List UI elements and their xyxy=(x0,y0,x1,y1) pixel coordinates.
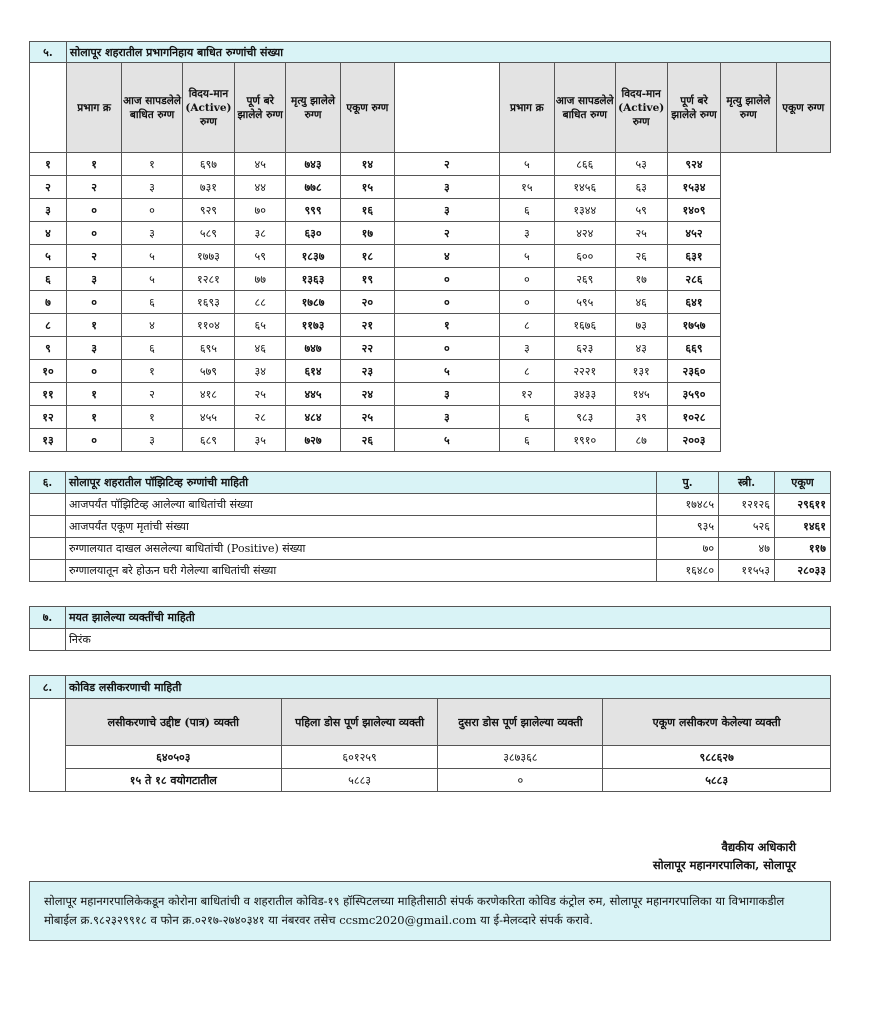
row-label: रुग्णालयात दाखल असलेल्या बाधितांची (Positive) संख्या xyxy=(65,538,656,560)
right-cell: ० xyxy=(499,291,554,314)
left-cell: १६९३ xyxy=(182,291,234,314)
left-cell: ७० xyxy=(235,199,286,222)
right-cell: २६ xyxy=(615,245,667,268)
right-cell: ० xyxy=(395,337,500,360)
left-cell: ६९५ xyxy=(182,337,234,360)
left-cell: ७७ xyxy=(235,268,286,291)
left-cell: ८ xyxy=(30,314,67,337)
contact-note: सोलापूर महानगरपालिकेकडून कोरोना बाधितांची व शहरातील कोविड-१९ हॉस्पिटलच्या माहितीसाठी संपर्क करणेकरिता कोविड कंट्रोल रुम, सोलापूर महानगरपालिका या विभागाकडील मोबाईल क्र.९८२३२९९१८ व फोन क्र.०२१७-२७४०३४१ या नंबरवर तसेच ccsmc2020@gmail.com या ई-मेलव्दारे संपर्क करावे. xyxy=(29,881,831,941)
right-cell: ५ xyxy=(499,245,554,268)
right-cell: १४०९ xyxy=(667,199,720,222)
right-cell: १४ xyxy=(340,153,394,176)
right-cell: ९२४ xyxy=(667,153,720,176)
right-cell: ६३१ xyxy=(667,245,720,268)
ward-wise-table xyxy=(29,41,831,452)
total-vaccinated-value: ९८८६२७ xyxy=(603,746,831,769)
left-cell: ३ xyxy=(122,176,183,199)
table-row xyxy=(30,538,831,560)
right-col-header: आज सापडलेले बाधित रुग्ण xyxy=(555,63,616,153)
table-row xyxy=(30,153,831,176)
left-cell: ५७९ xyxy=(182,360,234,383)
left-cell: ० xyxy=(122,199,183,222)
right-cell: ९८३ xyxy=(555,406,616,429)
right-cell: ६६९ xyxy=(667,337,720,360)
total-vaccinated-header: एकूण लसीकरण केलेल्या व्यक्ती xyxy=(603,699,831,746)
first-dose-header: पहिला डोस पूर्ण झालेल्या व्यक्ती xyxy=(281,699,438,746)
left-cell: १ xyxy=(122,153,183,176)
total-value: २८०३३ xyxy=(775,560,831,582)
female-header: स्त्री. xyxy=(719,472,775,494)
left-cell: १० xyxy=(30,360,67,383)
female-value: ५२६ xyxy=(719,516,775,538)
left-cell: ५ xyxy=(122,268,183,291)
second-dose-value: ३८७३६८ xyxy=(438,746,603,769)
right-cell: १६७६ xyxy=(555,314,616,337)
left-cell: ० xyxy=(66,222,121,245)
table-row xyxy=(30,383,831,406)
target-value: ६४०५०३ xyxy=(65,746,281,769)
left-cell: ० xyxy=(66,291,121,314)
left-cell: ११०४ xyxy=(182,314,234,337)
right-cell: २३६० xyxy=(667,360,720,383)
right-cell: ६ xyxy=(499,429,554,452)
right-cell: २ xyxy=(395,153,500,176)
left-cell: ७ xyxy=(30,291,67,314)
section-title: सोलापूर शहरातील पॉझिटिव्ह रुग्णांची माहिती xyxy=(65,472,656,494)
left-cell: ७४३ xyxy=(286,153,340,176)
left-col-header: विदय-मान (Active) रुग्ण xyxy=(182,63,234,153)
right-cell: १५ xyxy=(499,176,554,199)
second-dose-header: दुसरा डोस पूर्ण झालेल्या व्यक्ती xyxy=(438,699,603,746)
table-row xyxy=(30,494,831,516)
left-cell: ३८ xyxy=(235,222,286,245)
right-cell: २५ xyxy=(615,222,667,245)
right-cell: १६ xyxy=(340,199,394,222)
left-cell: ६ xyxy=(122,291,183,314)
male-value: ७० xyxy=(657,538,719,560)
left-cell: ४५ xyxy=(235,153,286,176)
left-cell: १२८१ xyxy=(182,268,234,291)
section-number: ७. xyxy=(30,607,66,629)
right-cell: १०२८ xyxy=(667,406,720,429)
table-gap xyxy=(395,63,500,153)
left-col-header: मृत्यु झालेले रुग्ण xyxy=(286,63,340,153)
left-cell: ११७३ xyxy=(286,314,340,337)
right-cell: ४ xyxy=(395,245,500,268)
blank-cell xyxy=(30,494,66,516)
right-cell: ६४१ xyxy=(667,291,720,314)
total-header: एकूण xyxy=(775,472,831,494)
table-row xyxy=(30,245,831,268)
row-label: आजपर्यंत एकूण मृतांची संख्या xyxy=(65,516,656,538)
left-cell: १ xyxy=(66,153,121,176)
right-cell: १७५७ xyxy=(667,314,720,337)
right-cell: ३ xyxy=(395,383,500,406)
target-header: लसीकरणाचे उद्दीष्ट (पात्र) व्यक्ती xyxy=(65,699,281,746)
left-cell: १ xyxy=(30,153,67,176)
right-cell: ६०० xyxy=(555,245,616,268)
positive-patients-table xyxy=(29,471,831,582)
right-cell: ४२४ xyxy=(555,222,616,245)
first-dose-value: ६०१२५९ xyxy=(281,746,438,769)
left-cell: १ xyxy=(66,383,121,406)
table-row xyxy=(30,268,831,291)
left-cell: ५ xyxy=(122,245,183,268)
right-cell: ३ xyxy=(395,199,500,222)
right-cell: ४५२ xyxy=(667,222,720,245)
right-cell: २६ xyxy=(340,429,394,452)
left-cell: १७७३ xyxy=(182,245,234,268)
left-cell: ८८ xyxy=(235,291,286,314)
table-row xyxy=(30,429,831,452)
deceased-value: निरंक xyxy=(65,629,830,651)
right-col-header: एकूण रुग्ण xyxy=(776,63,830,153)
left-cell: ५८९ xyxy=(182,222,234,245)
right-cell: २५ xyxy=(340,406,394,429)
left-cell: ० xyxy=(66,429,121,452)
table-row xyxy=(30,199,831,222)
left-cell: १ xyxy=(122,406,183,429)
right-cell: २३ xyxy=(340,360,394,383)
right-cell: १४५ xyxy=(615,383,667,406)
left-cell: ३ xyxy=(122,429,183,452)
right-cell: २२ xyxy=(340,337,394,360)
right-cell: १७ xyxy=(615,268,667,291)
left-cell: ५ xyxy=(30,245,67,268)
right-cell: २० xyxy=(340,291,394,314)
left-cell: २ xyxy=(66,176,121,199)
right-cell: १९ xyxy=(340,268,394,291)
left-col-header: आज सापडलेले बाधित रुग्ण xyxy=(122,63,183,153)
table-row xyxy=(30,314,831,337)
left-cell: ६ xyxy=(30,268,67,291)
female-value: ४७ xyxy=(719,538,775,560)
right-cell: २ xyxy=(395,222,500,245)
table-row xyxy=(30,516,831,538)
right-cell: १५३४ xyxy=(667,176,720,199)
right-cell: १८ xyxy=(340,245,394,268)
left-cell: १८३७ xyxy=(286,245,340,268)
section-title: मयत झालेल्या व्यक्तींची माहिती xyxy=(65,607,830,629)
right-cell: १९१० xyxy=(555,429,616,452)
left-cell: ३ xyxy=(66,268,121,291)
right-cell: ७३ xyxy=(615,314,667,337)
left-cell: ९९९ xyxy=(286,199,340,222)
right-cell: ६३ xyxy=(615,176,667,199)
section-number: ६. xyxy=(30,472,66,494)
table-row xyxy=(30,360,831,383)
right-cell: ८६६ xyxy=(555,153,616,176)
left-cell: २ xyxy=(66,245,121,268)
right-cell: ३ xyxy=(499,337,554,360)
left-cell: ० xyxy=(66,360,121,383)
left-cell: ६३० xyxy=(286,222,340,245)
left-cell: ५९ xyxy=(235,245,286,268)
right-cell: ० xyxy=(499,268,554,291)
left-cell: ३ xyxy=(122,222,183,245)
left-cell: ६५ xyxy=(235,314,286,337)
right-cell: १४५६ xyxy=(555,176,616,199)
right-cell: २००३ xyxy=(667,429,720,452)
right-cell: २६९ xyxy=(555,268,616,291)
right-cell: ४६ xyxy=(615,291,667,314)
right-col-header: मृत्यु झालेले रुग्ण xyxy=(721,63,776,153)
right-cell: ५३ xyxy=(615,153,667,176)
right-cell: १३४४ xyxy=(555,199,616,222)
left-cell: ९२९ xyxy=(182,199,234,222)
right-cell: ० xyxy=(395,291,500,314)
left-cell: २८ xyxy=(235,406,286,429)
right-cell: ५९ xyxy=(615,199,667,222)
left-cell: १३६३ xyxy=(286,268,340,291)
male-header: पु. xyxy=(657,472,719,494)
right-cell: ३ xyxy=(395,176,500,199)
left-cell: ३४ xyxy=(235,360,286,383)
age-group-first-dose: ५८८३ xyxy=(281,769,438,792)
right-col-header: पूर्ण बरे झालेले रुग्ण xyxy=(667,63,720,153)
blank-cell xyxy=(30,538,66,560)
right-cell: १२ xyxy=(499,383,554,406)
left-cell: २ xyxy=(30,176,67,199)
age-group-second-dose: ० xyxy=(438,769,603,792)
right-cell: ३ xyxy=(499,222,554,245)
left-cell: ४४ xyxy=(235,176,286,199)
right-cell: १३१ xyxy=(615,360,667,383)
right-cell: ४३ xyxy=(615,337,667,360)
right-cell: ८ xyxy=(499,360,554,383)
left-cell: ६८९ xyxy=(182,429,234,452)
left-cell: ६१४ xyxy=(286,360,340,383)
left-cell: ४५५ xyxy=(182,406,234,429)
left-cell: ६९७ xyxy=(182,153,234,176)
right-cell: ३५९० xyxy=(667,383,720,406)
left-col-header: पूर्ण बरे झालेले रुग्ण xyxy=(235,63,286,153)
right-cell: २१ xyxy=(340,314,394,337)
right-cell: ६२३ xyxy=(555,337,616,360)
section-title: सोलापूर शहरातील प्रभागनिहाय बाधित रुग्णांची संख्या xyxy=(66,42,830,63)
left-cell: ७३१ xyxy=(182,176,234,199)
left-cell: ७२७ xyxy=(286,429,340,452)
right-cell: २८६ xyxy=(667,268,720,291)
left-cell: ४ xyxy=(30,222,67,245)
age-group-total: ५८८३ xyxy=(603,769,831,792)
left-col-header: एकूण रुग्ण xyxy=(340,63,394,153)
right-cell: ६ xyxy=(499,199,554,222)
table-row xyxy=(30,560,831,582)
right-col-header: विदय-मान (Active) रुग्ण xyxy=(615,63,667,153)
left-cell: ६ xyxy=(122,337,183,360)
signature-block xyxy=(653,838,796,874)
left-cell: ७४७ xyxy=(286,337,340,360)
left-cell: ४१८ xyxy=(182,383,234,406)
left-cell: १३ xyxy=(30,429,67,452)
left-cell: १ xyxy=(66,406,121,429)
left-col-header: प्रभाग क्र xyxy=(66,63,121,153)
male-value: १७४८५ xyxy=(657,494,719,516)
right-cell: ५ xyxy=(499,153,554,176)
deceased-info-table xyxy=(29,606,831,651)
right-cell: ५९५ xyxy=(555,291,616,314)
right-cell: ३९ xyxy=(615,406,667,429)
row-label: आजपर्यंत पॉझिटिव्ह आलेल्या बाधितांची संख्या xyxy=(65,494,656,516)
right-cell: ५ xyxy=(395,360,500,383)
row-label: रुग्णालयातून बरे होऊन घरी गेलेल्या बाधितांची संख्या xyxy=(65,560,656,582)
left-cell: ७७८ xyxy=(286,176,340,199)
left-cell: ३ xyxy=(30,199,67,222)
right-cell: २२२१ xyxy=(555,360,616,383)
signatory-title: वैद्यकीय अधिकारी xyxy=(721,840,796,854)
left-cell: ३५ xyxy=(235,429,286,452)
table-row xyxy=(30,337,831,360)
table-row xyxy=(30,176,831,199)
vaccination-table xyxy=(29,675,831,792)
left-cell: १ xyxy=(122,360,183,383)
left-cell: ११ xyxy=(30,383,67,406)
left-cell: ३ xyxy=(66,337,121,360)
right-cell: ३४३३ xyxy=(555,383,616,406)
left-cell: ४ xyxy=(122,314,183,337)
right-cell: ० xyxy=(395,268,500,291)
right-cell: २४ xyxy=(340,383,394,406)
left-cell: ४८४ xyxy=(286,406,340,429)
total-value: १४६१ xyxy=(775,516,831,538)
right-cell: ६ xyxy=(499,406,554,429)
left-cell: २५ xyxy=(235,383,286,406)
blank-cell xyxy=(30,560,66,582)
table-row xyxy=(30,291,831,314)
left-cell: २ xyxy=(122,383,183,406)
right-cell: १ xyxy=(395,314,500,337)
left-cell: ४६ xyxy=(235,337,286,360)
right-cell: १५ xyxy=(340,176,394,199)
right-cell: ८ xyxy=(499,314,554,337)
left-cell: १ xyxy=(66,314,121,337)
left-cell: ९ xyxy=(30,337,67,360)
left-cell: ४४५ xyxy=(286,383,340,406)
table-row xyxy=(30,222,831,245)
age-group-label: १५ ते १८ वयोगटातील xyxy=(65,769,281,792)
right-cell: ८७ xyxy=(615,429,667,452)
female-value: ११५५३ xyxy=(719,560,775,582)
total-value: ११७ xyxy=(775,538,831,560)
left-cell: १२ xyxy=(30,406,67,429)
section-title: कोविड लसीकरणाची माहिती xyxy=(65,676,830,699)
total-value: २९६११ xyxy=(775,494,831,516)
right-cell: ५ xyxy=(395,429,500,452)
blank-cell xyxy=(30,516,66,538)
left-cell: १७८७ xyxy=(286,291,340,314)
section-number: ८. xyxy=(30,676,66,699)
male-value: ९३५ xyxy=(657,516,719,538)
right-cell: १७ xyxy=(340,222,394,245)
left-cell: ० xyxy=(66,199,121,222)
female-value: १२१२६ xyxy=(719,494,775,516)
table-row xyxy=(30,406,831,429)
right-cell: ३ xyxy=(395,406,500,429)
right-col-header: प्रभाग क्र xyxy=(499,63,554,153)
signatory-org: सोलापूर महानगरपालिका, सोलापूर xyxy=(652,858,796,872)
section-number: ५. xyxy=(30,42,67,63)
male-value: १६४८० xyxy=(657,560,719,582)
